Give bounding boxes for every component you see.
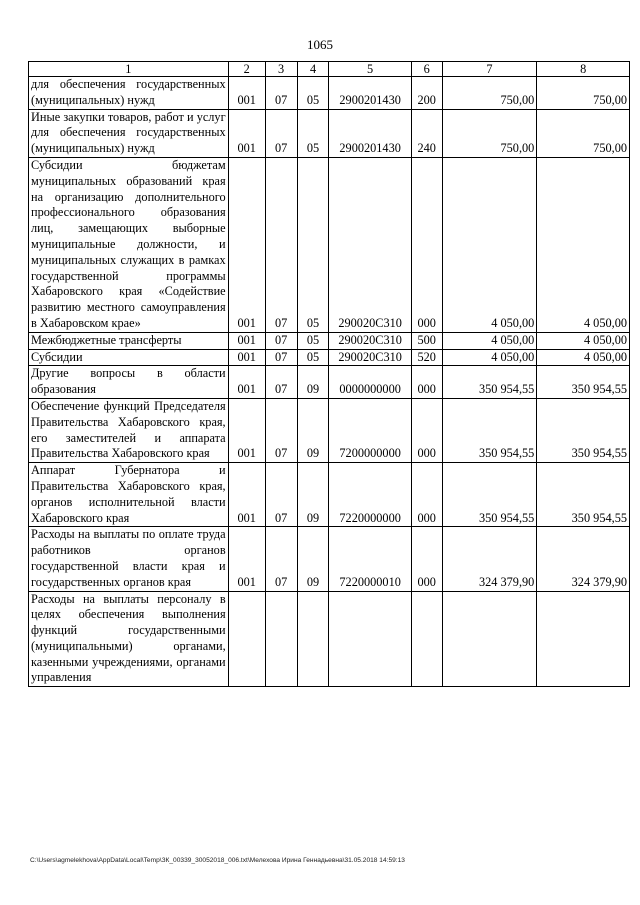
row-cell-4: 05: [297, 109, 329, 157]
column-number-row: [29, 62, 630, 77]
column-header: 4: [297, 62, 329, 77]
row-cell-5: 290020С310: [329, 332, 411, 349]
row-cell-4: 05: [297, 157, 329, 332]
table-row: [29, 398, 630, 462]
row-cell-6: 000: [411, 527, 442, 591]
column-header: 3: [265, 62, 297, 77]
row-cell-5: 7220000000: [329, 463, 411, 527]
row-cell-2: 001: [228, 109, 265, 157]
row-cell-3: 07: [265, 157, 297, 332]
row-cell-5: 290020С310: [329, 349, 411, 366]
row-cell-8: 350 954,55: [537, 463, 630, 527]
row-cell-7: 4 050,00: [442, 157, 537, 332]
row-cell-4: 05: [297, 77, 329, 110]
file-path-footer: C:\Users\agmelekhova\AppData\Local\Temp\ЗК_00339_30052018_006.txt\Мелехова Ирина Геннадьевна\31.05.2018 14:59:13: [30, 857, 405, 864]
row-description: Иные закупки товаров, работ и услуг для обеспечения государственных (муниципальных) нужд: [29, 109, 229, 157]
row-cell-7: 350 954,55: [442, 366, 537, 399]
row-cell-5: 2900201430: [329, 109, 411, 157]
row-cell-4: 05: [297, 349, 329, 366]
row-cell-8: 750,00: [537, 77, 630, 110]
row-cell-8: 350 954,55: [537, 366, 630, 399]
row-description: Расходы на выплаты персоналу в целях обеспечения выполнения функций государственными (муниципальными) органами, казенными учреждениями, органами управления: [29, 591, 229, 687]
table-row: [29, 366, 630, 399]
row-cell-4: 09: [297, 398, 329, 462]
row-cell-8: 4 050,00: [537, 349, 630, 366]
row-cell-7: 350 954,55: [442, 398, 537, 462]
row-cell-3: 07: [265, 349, 297, 366]
row-cell-7: 4 050,00: [442, 332, 537, 349]
row-cell-5: [329, 591, 411, 687]
row-description: Субсидии: [29, 349, 229, 366]
row-cell-7: 324 379,90: [442, 527, 537, 591]
row-cell-6: 240: [411, 109, 442, 157]
row-cell-8: 350 954,55: [537, 398, 630, 462]
row-cell-2: 001: [228, 527, 265, 591]
row-cell-7: 4 050,00: [442, 349, 537, 366]
column-header: 7: [442, 62, 537, 77]
table-row: [29, 463, 630, 527]
row-cell-3: [265, 591, 297, 687]
row-cell-7: 750,00: [442, 109, 537, 157]
row-cell-5: 2900201430: [329, 77, 411, 110]
row-description: для обеспечения государственных (муниципальных) нужд: [29, 77, 229, 110]
row-cell-3: 07: [265, 366, 297, 399]
row-cell-8: 324 379,90: [537, 527, 630, 591]
row-cell-2: 001: [228, 349, 265, 366]
row-cell-4: 05: [297, 332, 329, 349]
row-cell-7: [442, 591, 537, 687]
row-cell-3: 07: [265, 463, 297, 527]
budget-table: [28, 61, 630, 687]
row-cell-2: 001: [228, 398, 265, 462]
row-cell-5: 290020С310: [329, 157, 411, 332]
row-cell-2: 001: [228, 463, 265, 527]
row-cell-6: 000: [411, 398, 442, 462]
row-cell-2: 001: [228, 157, 265, 332]
row-description: Аппарат Губернатора и Правительства Хабаровского края, органов исполнительной власти Хабаровского края: [29, 463, 229, 527]
row-cell-8: 4 050,00: [537, 332, 630, 349]
table-row: [29, 527, 630, 591]
row-cell-2: 001: [228, 332, 265, 349]
row-cell-6: 000: [411, 366, 442, 399]
row-cell-3: 07: [265, 77, 297, 110]
row-cell-2: [228, 591, 265, 687]
row-cell-6: [411, 591, 442, 687]
row-cell-3: 07: [265, 398, 297, 462]
table-row: [29, 77, 630, 110]
row-cell-6: 200: [411, 77, 442, 110]
row-cell-4: 09: [297, 366, 329, 399]
row-cell-3: 07: [265, 527, 297, 591]
row-cell-4: 09: [297, 463, 329, 527]
row-cell-2: 001: [228, 77, 265, 110]
row-cell-2: 001: [228, 366, 265, 399]
row-cell-5: 7220000010: [329, 527, 411, 591]
row-cell-3: 07: [265, 109, 297, 157]
table-row: [29, 157, 630, 332]
row-cell-3: 07: [265, 332, 297, 349]
row-cell-6: 520: [411, 349, 442, 366]
table-row: [29, 591, 630, 687]
row-description: Другие вопросы в области образования: [29, 366, 229, 399]
column-header: 6: [411, 62, 442, 77]
table-row: [29, 349, 630, 366]
column-header: 2: [228, 62, 265, 77]
row-cell-6: 000: [411, 463, 442, 527]
row-cell-5: 7200000000: [329, 398, 411, 462]
table-row: [29, 332, 630, 349]
table-row: [29, 109, 630, 157]
row-cell-7: 750,00: [442, 77, 537, 110]
row-description: Межбюджетные трансферты: [29, 332, 229, 349]
row-cell-6: 000: [411, 157, 442, 332]
row-description: Расходы на выплаты по оплате труда работников органов государственной власти края и государственных органов края: [29, 527, 229, 591]
row-description: Субсидии бюджетам муниципальных образований края на организацию дополнительного профессионального образования лиц, замещающих выборные муниципальные должности, и муниципальных служащих в рамках государственной программы Хабаровского края «Содействие развитию местного самоуправления в Хабаровском крае»: [29, 157, 229, 332]
row-cell-8: 750,00: [537, 109, 630, 157]
column-header: 1: [29, 62, 229, 77]
row-cell-6: 500: [411, 332, 442, 349]
column-header: 5: [329, 62, 411, 77]
row-cell-7: 350 954,55: [442, 463, 537, 527]
row-cell-4: [297, 591, 329, 687]
row-description: Обеспечение функций Председателя Правительства Хабаровского края, его заместителей и аппарата Правительства Хабаровского края: [29, 398, 229, 462]
column-header: 8: [537, 62, 630, 77]
page-number: 1065: [307, 37, 333, 52]
row-cell-8: 4 050,00: [537, 157, 630, 332]
row-cell-8: [537, 591, 630, 687]
row-cell-5: 0000000000: [329, 366, 411, 399]
row-cell-4: 09: [297, 527, 329, 591]
